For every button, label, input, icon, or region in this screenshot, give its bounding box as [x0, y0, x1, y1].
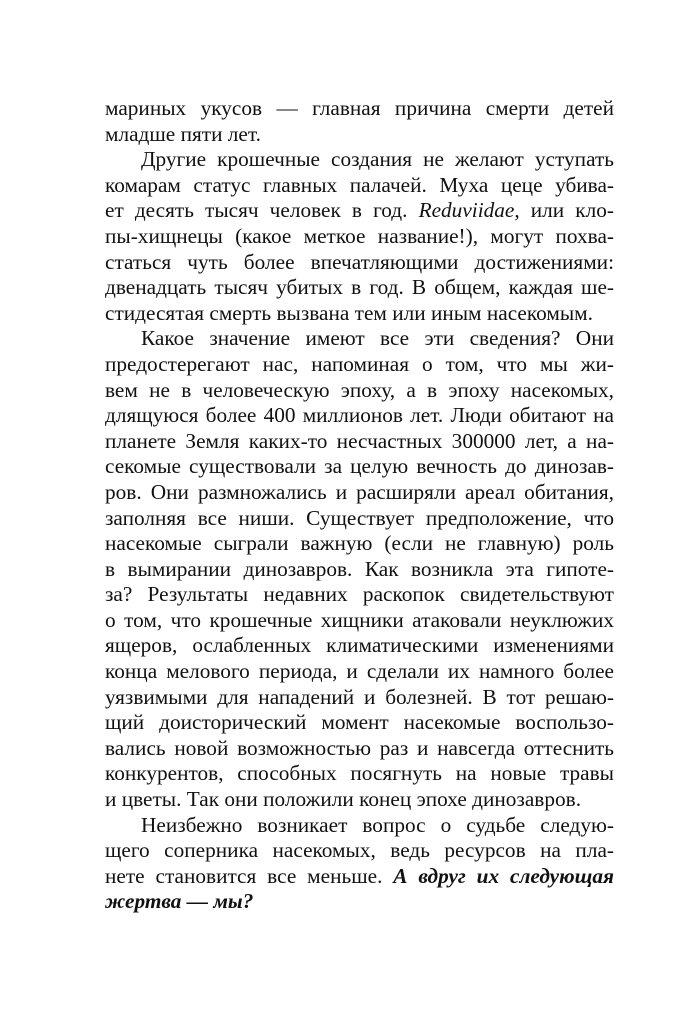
text-segment: пы-хищнецы (какое меткое название!), могут похва-: [105, 223, 614, 248]
text-line: [105, 96, 614, 122]
text-line: [105, 352, 614, 378]
text-line: [105, 198, 614, 224]
emphasis-text: жертва — мы?: [105, 889, 254, 914]
emphasis-text: А вдруг их следующая: [393, 863, 614, 888]
text-segment: Какое значение имеют все эти сведения? Они: [141, 326, 614, 351]
text-segment: комарам статус главных палачей. Муха цеце убива-: [105, 172, 614, 197]
text-segment: щий доисторический момент насекомые воспользо-: [105, 710, 614, 735]
text-line: [105, 531, 614, 557]
text-line: [105, 813, 614, 839]
text-segment: уязвимыми для нападений и болезней. В тот решаю-: [105, 684, 614, 709]
text-line: [105, 736, 614, 762]
text-line: [105, 838, 614, 864]
text-segment: в вымирании динозавров. Как возникла эта гипоте-: [105, 556, 614, 581]
text-segment: нете становится все меньше.: [105, 863, 394, 888]
paragraph: [105, 147, 614, 326]
paragraph: [105, 813, 614, 915]
text-segment: младше пяти лет.: [105, 121, 261, 146]
text-line: [105, 403, 614, 429]
text-segment: Другие крошечные создания не желают уступать: [141, 147, 614, 172]
text-segment: предостерегают нас, напоминая о том, что мы жи-: [105, 351, 614, 376]
text-segment: конца мелового периода, и сделали их намного более: [105, 659, 614, 684]
text-line: [105, 224, 614, 250]
text-line: [105, 378, 614, 404]
text-segment: заполняя все ниши. Существует предположение, что: [105, 505, 614, 530]
text-segment: Неизбежно возникает вопрос о судьбе следую-: [141, 812, 614, 837]
paragraph: [105, 326, 614, 812]
text-line: [105, 429, 614, 455]
text-line: [105, 787, 614, 813]
text-line: [105, 864, 614, 890]
text-line: [105, 582, 614, 608]
text-segment: ет десять тысяч человек в год.: [105, 198, 419, 223]
text-segment: ящеров, ослабленных климатическими изменениями: [105, 633, 614, 658]
text-segment: ров. Они размножались и расширяли ареал обитания,: [105, 479, 614, 504]
text-segment: щего соперника насекомых, ведь ресурсов на пла-: [105, 838, 614, 863]
text-line: [105, 480, 614, 506]
text-line: [105, 301, 614, 327]
text-line: [105, 710, 614, 736]
text-line: [105, 557, 614, 583]
text-line: [105, 761, 614, 787]
text-segment: вем не в человеческую эпоху, а в эпоху насекомых,: [105, 377, 614, 402]
text-line: [105, 685, 614, 711]
text-segment: и цветы. Так они положили конец эпохе динозавров.: [105, 787, 582, 812]
text-segment: конкурентов, способных посягнуть на новые травы: [105, 761, 614, 786]
text-line: [105, 326, 614, 352]
text-line: [105, 633, 614, 659]
text-segment: статься чуть более впечатляющими достижениями:: [105, 249, 614, 274]
text-line: [105, 122, 614, 148]
text-line: [105, 173, 614, 199]
text-line: [105, 889, 614, 915]
text-line: [105, 250, 614, 276]
text-segment: насекомые сыграли важную (если не главную) роль: [105, 531, 614, 556]
text-line: [105, 147, 614, 173]
text-line: [105, 275, 614, 301]
text-segment: за? Результаты недавних раскопок свидетельствуют: [105, 582, 614, 607]
text-segment: длящуюся более 400 миллионов лет. Люди обитают на: [105, 403, 614, 428]
text-segment: двенадцать тысяч убитых в год. В общем, каждая ше-: [105, 275, 614, 300]
text-line: [105, 608, 614, 634]
page-text: [105, 96, 614, 915]
paragraph: [105, 96, 614, 147]
text-line: [105, 454, 614, 480]
text-segment: планете Земля каких-то несчастных 300000 лет, а на-: [105, 428, 614, 453]
text-line: [105, 506, 614, 532]
text-segment: вались новой возможностью раз и навсегда оттеснить: [105, 735, 614, 760]
text-segment: стидесятая смерть вызвана тем или иным насекомым.: [105, 300, 593, 325]
text-segment: о том, что крошечные хищники атаковали неуклюжих: [105, 607, 614, 632]
text-line: [105, 659, 614, 685]
text-segment: , или кло-: [514, 198, 614, 223]
text-segment: мариных укусов — главная причина смерти детей: [105, 96, 614, 120]
text-segment: секомые существовали за целую вечность до динозав-: [105, 454, 614, 479]
emphasis-text: Reduviidae: [418, 198, 515, 223]
